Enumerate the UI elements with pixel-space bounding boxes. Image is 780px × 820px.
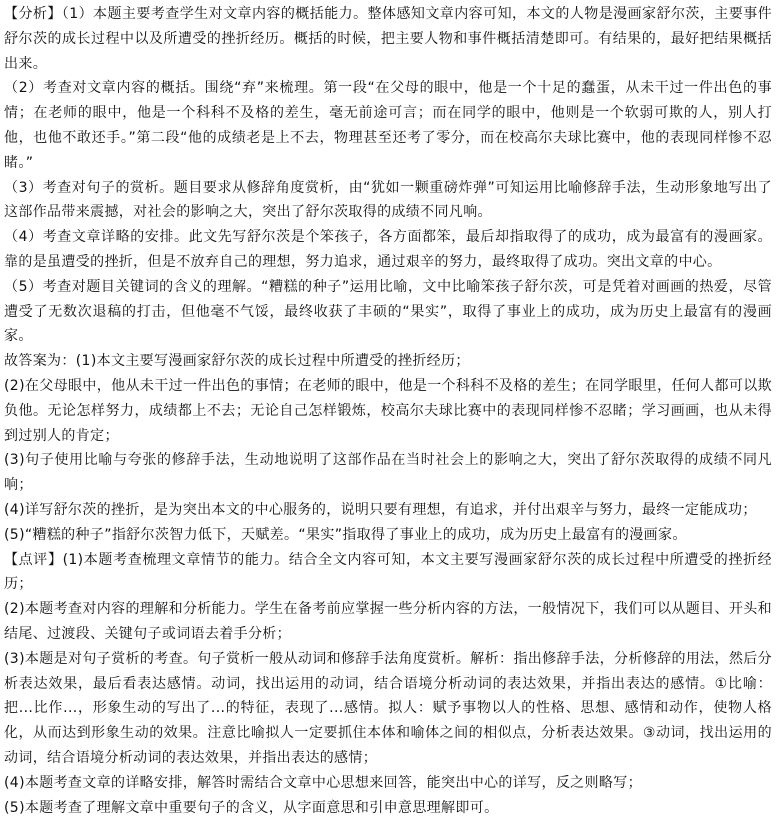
analysis-part-5: （5）考查对题目关键词的含义的理解。“糟糕的种子”运用比喻，文中比喻笨孩子舒尔茨，可是凭着对画画的热爱，尽管遭受了无数次退稿的打击，但他毫不气馁，最终收获了丰硕的“果实”，取得了事业上的成功，成为历史上最富有的漫画家。: [4, 275, 772, 349]
analysis-part-2: （2）考查对文章内容的概括。围绕“弃”来梳理。第一段“在父母的眼中，他是一个十足的蠢蛋，从未干过一件出色的事情；在老师的眼中，他是一个科科不及格的差生，毫无前途可言；而在同学的眼中，他则是一个软弱可欺的人，别人打他，也他不敢还手。”第二段“他的成绩老是上不去，物理甚至还考了零分，而在校高尔夫球比赛中，他的表现同样惨不忍睹。”: [4, 76, 772, 175]
answer-intro: 故答案为：(1)本文主要写漫画家舒尔茨的成长过程中所遭受的挫折经历；: [4, 349, 772, 374]
comment-4: (4)本题考查文章的详略安排，解答时需结合文章中心思想来回答，能突出中心的详写，反之则略写；: [4, 771, 772, 796]
answer-5: (5)“糟糕的种子”指舒尔茨智力低下，天赋差。“果实”指取得了事业上的成功，成为历史上最富有的漫画家。: [4, 523, 772, 548]
answer-3: (3)句子使用比喻与夸张的修辞手法，生动地说明了这部作品在当时社会上的影响之大，突出了舒尔茨取得的成绩不同凡响；: [4, 448, 772, 498]
analysis-part-4: （4）考查文章详略的安排。此文先写舒尔茨是个笨孩子，各方面都笨，最后却指取得了的成功，成为最富有的漫画家。靠的是虽遭受的挫折，但是不放弃自己的理想，努力追求，通过艰辛的努力，最终取得了成功。突出文章的中心。: [4, 225, 772, 275]
comment-3: (3)本题是对句子赏析的考查。句子赏析一般从动词和修辞手法角度赏析。解析：指出修辞手法，分析修辞的用法，然后分析表达效果，最后看表达感情。动词，找出运用的动词，结合语境分析动词的表达效果，并指出表达的感情。①比喻：把...比作...，形象生动的写出了...的特征，表现了...感情。拟人：赋予事物以人的性格、思想、感情和动作，使物人格化，从而达到形象生动的效果。注意比喻拟人一定要抓住本体和喻体之间的相似点，分析表达效果。③动词，找出运用的动词，结合语境分析动词的表达效果，并指出表达的感情；: [4, 647, 772, 771]
answer-2: (2)在父母眼中，他从未干过一件出色的事情；在老师的眼中，他是一个科科不及格的差生；在同学眼里，任何人都可以欺负他。无论怎样努力，成绩都上不去；无论自己怎样锻炼，校高尔夫球比赛中的表现同样惨不忍睹；学习画画，也从未得到过别人的肯定；: [4, 374, 772, 448]
comment-2: (2)本题考查对内容的理解和分析能力。学生在备考前应掌握一些分析内容的方法，一般情况下，我们可以从题目、开头和结尾、过渡段、关键句子或词语去着手分析；: [4, 597, 772, 647]
analysis-part-3: （3）考查对句子的赏析。题目要求从修辞角度赏析，由“犹如一颗重磅炸弹”可知运用比喻修辞手法，生动形象地写出了这部作品带来震撼，对社会的影响之大，突出了舒尔茨取得的成绩不同凡响。: [4, 176, 772, 226]
analysis-part-1: 【分析】（1）本题主要考查学生对文章内容的概括能力。整体感知文章内容可知，本文的人物是漫画家舒尔茨，主要事件舒尔茨的成长过程中以及所遭受的挫折经历。概括的时候，把主要人物和事件概括清楚即可。有结果的，最好把结果概括出来。: [4, 2, 772, 76]
answer-4: (4)详写舒尔茨的挫折，是为突出本文的中心服务的，说明只要有理想，有追求，并付出艰辛与努力，最终一定能成功；: [4, 498, 772, 523]
comment-5: (5)本题考查了理解文章中重要句子的含义，从字面意思和引申意思理解即可。: [4, 796, 772, 820]
comment-1: 【点评】(1)本题考查梳理文章情节的能力。结合全文内容可知，本文主要写漫画家舒尔茨的成长过程中所遭受的挫折经历；: [4, 548, 772, 598]
